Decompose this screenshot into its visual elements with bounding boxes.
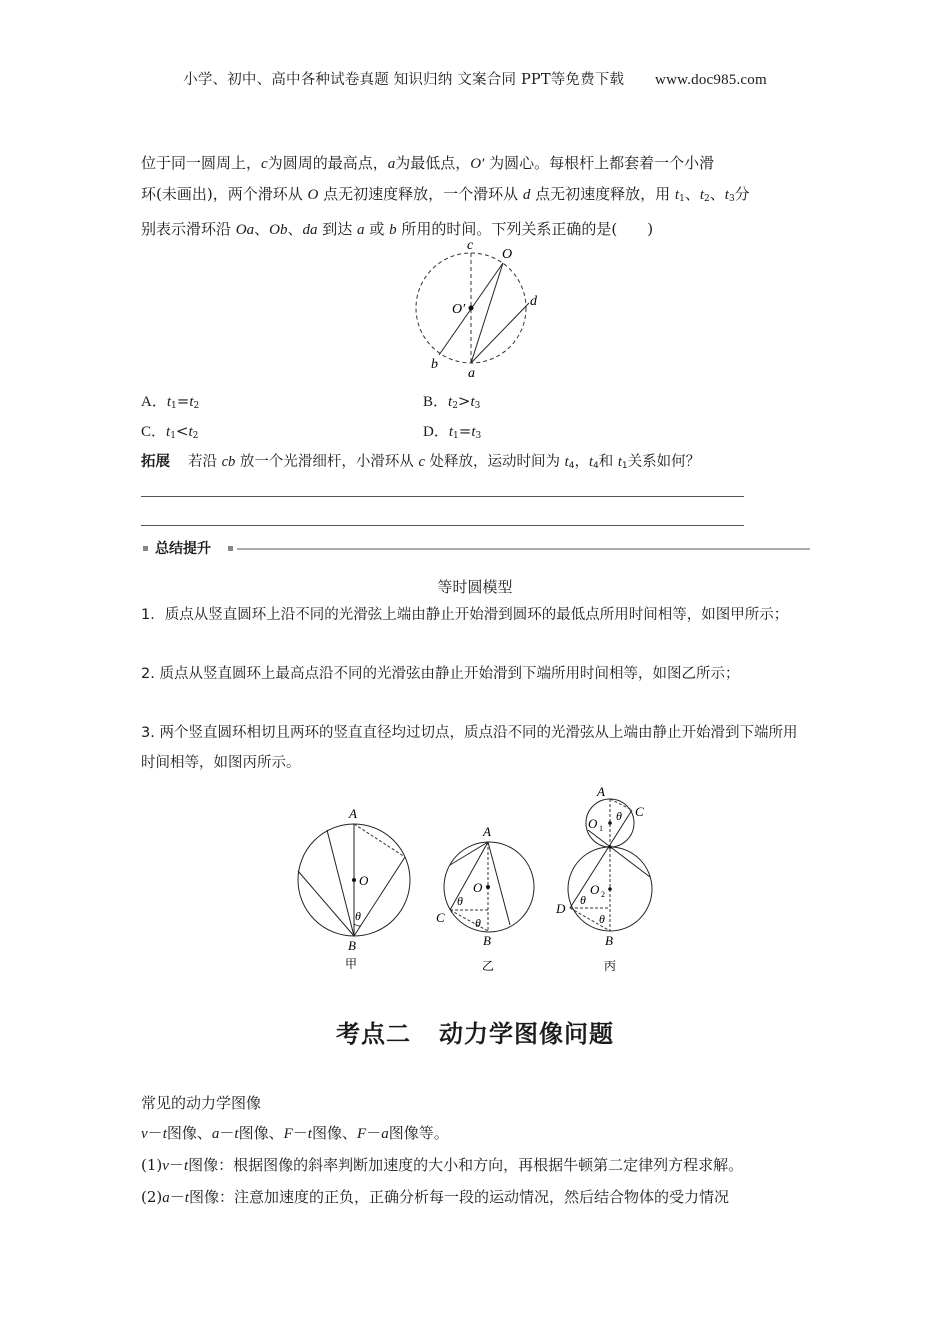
question-paragraph [141,148,809,245]
chord [588,830,650,877]
svg-text:θ: θ [616,809,622,823]
section2-intro: 常见的动力学图像 [141,1094,262,1112]
section-title: 总结提升 [155,541,211,557]
center-dot [352,878,356,882]
svg-text:θ: θ [457,894,463,908]
chord-AC [450,842,488,910]
dashed-chord [354,824,405,857]
header-site-link[interactable]: www.doc985.com [655,72,767,88]
figure-yi [430,815,550,975]
svg-text:O: O [473,880,483,895]
chord [450,842,488,865]
svg-text:A: A [483,824,491,839]
svg-text:A: A [349,806,357,821]
answer-line-1[interactable] [141,496,744,497]
svg-text:2: 2 [601,890,605,899]
center-dot-2 [608,887,612,891]
caption-bing: 丙 [604,959,617,973]
center-dot-1 [608,821,612,825]
label-c: c [467,238,474,253]
section2-types: v－t图像、a－t图像、F－t图像、F－a图像等。 [141,1124,449,1142]
circle-rods-diagram [400,235,560,380]
svg-text:O: O [588,816,598,831]
label-b: b [431,357,438,372]
model-title: 等时圆模型 [437,578,513,596]
header-banner: 小学、初中、高中各种试卷真题 知识归纳 文案合同 PPT等免费下载 [183,72,625,88]
svg-text:θ: θ [580,893,586,907]
svg-text:θ: θ [599,912,605,926]
svg-text:O: O [359,873,369,888]
svg-text:C: C [635,804,644,819]
label-O-prime: O′ [452,302,466,317]
svg-text:θ: θ [355,909,361,923]
option-b[interactable]: B．$t_2>t_3$ [423,392,481,411]
svg-text:D: D [556,901,566,916]
extension-question: 拓展 若沿 cb 放一个光滑细杆，小滑环从 c 处释放，运动时间为 $t_4$，$t_4$和 $t_1$关系如何？ [141,454,701,471]
question-line-3: 别表示滑环沿 Oa、Ob、da 到达 a 或 b 所用的时间。下列关系正确的是( ) [141,220,654,238]
option-a[interactable]: A．$t_1=t_2$ [141,392,200,411]
summary-item-1: 1．质点从竖直圆环上沿不同的光滑弦上端由静止开始滑到圆环的最低点所用时间相等，如图甲所示； [141,607,789,623]
option-c[interactable]: C．$t_1<t_2$ [141,422,199,441]
label-O: O [502,247,513,262]
svg-text:B: B [605,933,613,948]
answer-line-2[interactable] [141,525,744,526]
summary-item-3: 3. 两个竖直圆环相切且两环的竖直直径均过切点，质点沿不同的光滑弦从上端由静止开始滑到下端所用时间相等，如图丙所示。 [141,725,798,771]
center-dot [486,885,490,889]
chord [354,857,405,936]
question-line-1: 位于同一圆周上，c为圆周的最高点，a为最低点，O′ 为圆心。每根杆上都套着一个小滑 [141,154,715,172]
section2-item-1: (1)v－t图像：根据图像的斜率判断加速度的大小和方向，再根据牛顿第二定律列方程求解。 [141,1156,744,1174]
bullet-square-icon [143,546,148,551]
svg-text:1: 1 [599,824,603,833]
rod-Oa [471,263,503,363]
section-rule [237,548,810,550]
center-dot [469,306,474,311]
caption-jia: 甲 [345,957,358,971]
label-d: d [530,294,537,309]
tangent-point [608,845,612,849]
page-header [0,68,950,89]
section2-title: 考点二 动力学图像问题 [336,1020,614,1048]
chord [488,842,510,925]
svg-text:θ: θ [475,916,481,930]
section-header-summary [141,538,810,560]
option-d[interactable]: D．$t_1=t_3$ [423,422,482,441]
figure-bing [550,780,670,975]
summary-item-2: 2. 质点从竖直圆环上最高点沿不同的光滑弦由静止开始滑到下端所用时间相等，如图乙所示； [141,666,740,682]
extension-tag: 拓展 [141,454,170,470]
section2-item-2: (2)a－t图像：注意加速度的正负，正确分析每一段的运动情况，然后结合物体的受力情况 [141,1188,729,1206]
label-a: a [468,366,475,380]
rod-da [471,303,529,363]
angle-arc [354,924,361,926]
caption-yi: 乙 [482,959,495,973]
svg-text:B: B [348,938,356,953]
svg-text:A: A [597,784,605,799]
svg-text:B: B [483,933,491,948]
figure-jia [285,800,425,980]
svg-text:O: O [590,882,600,897]
question-line-2: 环(未画出)，两个滑环从 O 点无初速度释放，一个滑环从 d 点无初速度释放，用 $t_1$、$t_2$、$t_3$分 [141,185,750,204]
bullet-square-icon [228,546,233,551]
svg-text:C: C [436,910,445,925]
